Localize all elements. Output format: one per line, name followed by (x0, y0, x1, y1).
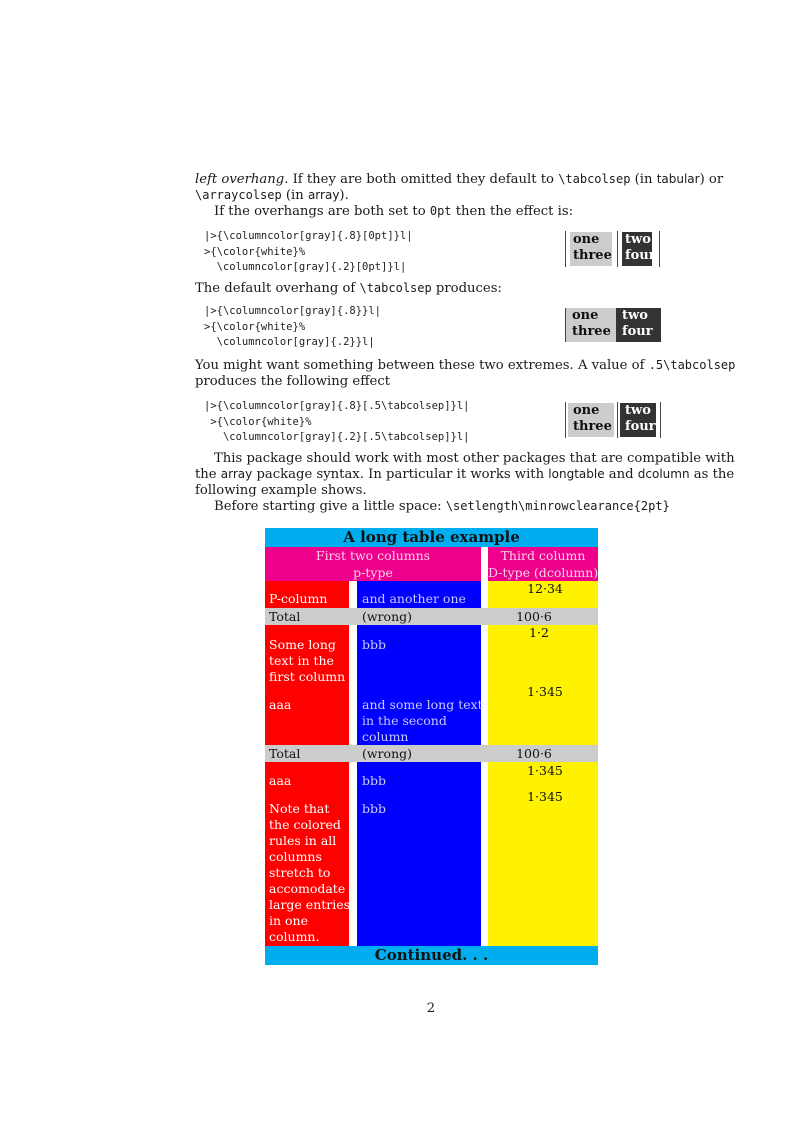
header-right-line2: D-type (dcolumn) (488, 565, 599, 580)
code-inline: \tabcolsep (359, 281, 432, 295)
paragraph-line: following example shows. (195, 483, 367, 498)
paragraph-line (195, 357, 735, 374)
demo-table-2 (564, 308, 664, 344)
row4-col2-line: and some long text (362, 697, 483, 712)
paragraph-line (195, 187, 349, 204)
text: ). (339, 188, 349, 203)
vertical-rule (659, 231, 660, 267)
package-name: dcolumn (637, 467, 690, 481)
cell-text: four (625, 419, 656, 434)
demo-cell-dark (620, 403, 656, 437)
row6-col3: 1·345 (527, 763, 563, 778)
page-number: 2 (426, 1001, 436, 1016)
header-left-line1: First two columns (315, 548, 431, 563)
row1-col1: P-column (269, 591, 328, 606)
row7-col3: 1·345 (527, 789, 563, 804)
row3-col1-line: first column (269, 669, 346, 684)
total-col3: 100·6 (516, 746, 552, 761)
emphasis-text: left overhang (195, 172, 285, 187)
code-inline: \arraycolsep (195, 188, 282, 202)
total-col2: (wrong) (362, 609, 413, 624)
package-name: array (220, 467, 253, 481)
text: (in (281, 188, 308, 203)
text: and (604, 467, 638, 482)
row7-col1-line: rules in all (269, 833, 337, 848)
paragraph-line (195, 280, 502, 297)
vertical-rule (565, 402, 566, 438)
code-inline: \tabcolsep (558, 172, 631, 186)
row7-col2: bbb (362, 801, 387, 816)
paragraph-line (195, 466, 734, 483)
cell-text: two (622, 308, 648, 323)
text: produces: (431, 281, 502, 296)
code-line: \columncolor[gray]{.2}[.5\tabcolsep]}l| (204, 431, 470, 443)
text: If the overhangs are both set to (214, 204, 430, 219)
total-col2: (wrong) (362, 746, 413, 761)
row7-col1-line: large entries (269, 897, 351, 912)
cell-text: three (573, 248, 612, 263)
demo-cell-dark (616, 308, 661, 342)
vertical-rule (660, 402, 661, 438)
col2-cell (357, 762, 481, 946)
demo-table-3 (564, 402, 664, 438)
code-example-1 (204, 229, 413, 276)
total-col3: 100·6 (516, 609, 552, 624)
cell-text: three (572, 324, 611, 339)
row4-col3: 1·345 (527, 684, 563, 699)
demo-cell-light (568, 403, 614, 437)
total-label: Total (269, 609, 301, 624)
text: The default overhang of (195, 281, 360, 296)
package-name: longtable (548, 467, 605, 481)
text: as the (689, 467, 735, 482)
demo-cell-light (570, 232, 612, 266)
paragraph-line (214, 203, 573, 220)
cell-text: two (625, 232, 651, 247)
row1-col2: and another one (362, 591, 466, 606)
text: then the effect is: (451, 204, 574, 219)
code-example-3 (204, 399, 470, 446)
code-line: >{\color{white}% (204, 245, 306, 258)
row3-col2: bbb (362, 637, 387, 652)
code-line: >{\color{white}% (204, 415, 312, 428)
code-line: |>{\columncolor[gray]{.8}[0pt]}l| (204, 230, 413, 242)
code-line: |>{\columncolor[gray]{.8}}l| (204, 305, 382, 317)
row6-col2: bbb (362, 773, 387, 788)
row1-col3: 12·34 (527, 581, 563, 596)
code-line: \columncolor[gray]{.2}[0pt]}l| (204, 261, 407, 273)
row7-col1-line: accomodate (269, 881, 346, 896)
package-name: array (307, 188, 340, 202)
cell-text: four (622, 324, 653, 339)
package-name: tabular (656, 172, 700, 186)
cell-text: two (625, 403, 651, 418)
cell-text: three (573, 419, 612, 434)
table-footer: Continued. . . (374, 946, 489, 964)
text: You might want something between these two extremes. A value of (195, 358, 649, 373)
cell-text: one (572, 308, 599, 323)
row3-col3: 1·2 (529, 625, 549, 640)
row3-col1-line: text in the (269, 653, 334, 668)
text: (in (630, 172, 657, 187)
cell-text: one (573, 232, 600, 247)
vertical-rule (565, 231, 566, 267)
code-line: |>{\columncolor[gray]{.8}[.5\tabcolsep]}l| (204, 400, 470, 412)
demo-cell-dark (622, 232, 656, 266)
row4-col1: aaa (269, 697, 292, 712)
row6-col1: aaa (269, 773, 292, 788)
vertical-rule (617, 402, 618, 438)
text: package syntax. In particular it works with (252, 467, 549, 482)
row7-col1-line: in one (269, 913, 308, 928)
code-example-2 (204, 304, 381, 351)
header-right-line1: Third column (500, 548, 586, 563)
text: ) or (699, 172, 724, 187)
row3-col1-line: Some long (269, 637, 336, 652)
paragraph-line: produces the following effect (195, 374, 391, 389)
paragraph-line (214, 498, 670, 515)
long-table (265, 528, 598, 965)
demo-cell-light (566, 308, 616, 342)
table-title: A long table example (343, 528, 520, 546)
paragraph-line (195, 171, 723, 188)
row7-col1-line: the colored (269, 817, 341, 832)
cell-text: four (625, 248, 656, 263)
total-label: Total (269, 746, 301, 761)
row4-col2-line: column (362, 729, 409, 744)
row4-col2-line: in the second (362, 713, 447, 728)
text: . If they are both omitted they default to (284, 172, 559, 187)
text: the (195, 467, 221, 482)
header-left-line2: p-type (353, 565, 393, 580)
cell-text: one (573, 403, 600, 418)
row7-col1-line: columns (269, 849, 322, 864)
code-inline: \setlength\minrowclearance{2pt} (445, 499, 670, 513)
row7-col1-line: stretch to (269, 865, 331, 880)
code-line: >{\color{white}% (204, 320, 306, 333)
code-inline: .5\tabcolsep (648, 358, 736, 372)
code-line: \columncolor[gray]{.2}}l| (204, 336, 375, 348)
paragraph-line: This package should work with most other packages that are compatible with (214, 451, 735, 466)
text: Before starting give a little space: (214, 499, 446, 514)
code-inline: 0pt (429, 204, 452, 218)
vertical-rule (617, 231, 618, 267)
row7-col1-line: Note that (269, 801, 330, 816)
row7-col1-line: column. (269, 929, 320, 944)
demo-table-1 (564, 231, 664, 267)
